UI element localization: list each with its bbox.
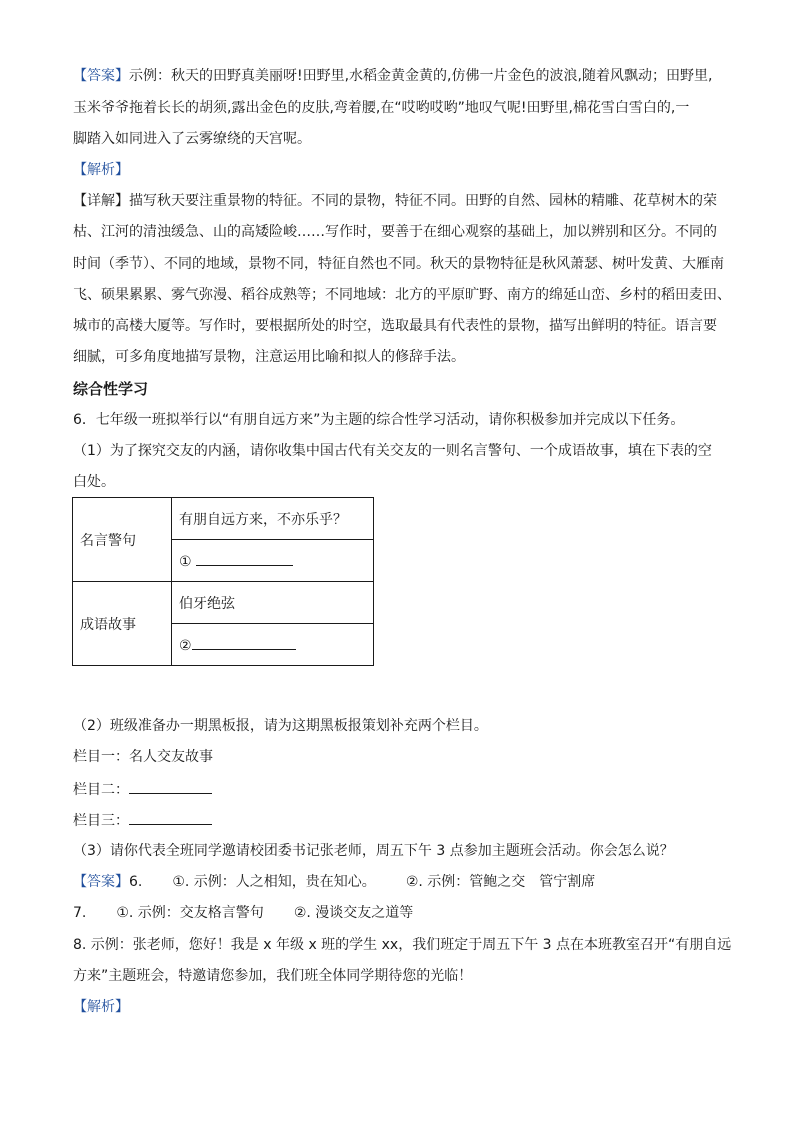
table-head-quotes: 名言警句 [73, 498, 172, 582]
column-1: 栏目一：名人交友故事 [73, 749, 213, 765]
friendship-table [72, 497, 374, 666]
column-2: 栏目二： [73, 779, 212, 800]
blank-line [196, 551, 293, 566]
table-head-idioms: 成语故事 [73, 582, 172, 666]
answer2-line-3: 8. 示例：张老师，您好！我是 x 年级 x 班的学生 xx，我们班定于周五下午 3 点在本班教室召开“有朋自远 [73, 937, 732, 953]
detail-line-3: 时间（季节）、不同的地域，景物不同，特征自然也不同。秋天的景物特征是秋风萧瑟、树叶发黄、大雁南 [73, 256, 724, 272]
detail-line-5: 城市的高楼大厦等。写作时，要根据所处的时空，选取最具有代表性的景物，描写出鲜明的特征。语言要 [73, 318, 717, 334]
question-6-sub1-line1: （1）为了探究交友的内涵，请你收集中国古代有关交友的一则名言警句、一个成语故事，填在下表的空 [73, 443, 712, 459]
question-6-sub3: （3）请你代表全班同学邀请校团委书记张老师，周五下午 3 点参加主题班会活动。你会怎么说？ [73, 843, 674, 859]
detail-line-1: 【详解】描写秋天要注重景物的特征。不同的景物，特征不同。田野的自然、园林的精雕、花草树木的荣 [73, 193, 717, 209]
analysis2-tag: 【解析】 [73, 999, 129, 1015]
answer-tag: 【答案】 [73, 68, 129, 84]
answer-text: 示例：秋天的田野真美丽呀!田野里,水稻金黄金黄的,仿佛一片金色的波浪,随着风飘动；田野里, [129, 68, 713, 84]
answer-line-3: 脚踏入如同进入了云雾缭绕的天宫呢。 [73, 131, 311, 147]
blank-line[interactable] [129, 810, 212, 825]
blank-line[interactable] [129, 779, 212, 794]
section-title: 综合性学习 [73, 380, 149, 398]
table-cell-blank-2[interactable]: ② [172, 624, 374, 666]
analysis-tag: 【解析】 [73, 162, 129, 178]
detail-line-6: 细腻，可多角度地描写景物，注意运用比喻和拟人的修辞手法。 [73, 349, 465, 365]
answer2-line-2: 7. ①. 示例：交友格言警句 ②. 漫谈交友之道等 [73, 905, 414, 921]
detail-line-4: 飞、硕果累累、雾气弥漫、稻谷成熟等；不同地域：北方的平原旷野、南方的绵延山峦、乡村的稻田麦田、 [73, 287, 731, 303]
detail-tag: 【详解】 [73, 193, 129, 209]
question-6-stem: 6．七年级一班拟举行以“有朋自远方来”为主题的综合性学习活动，请你积极参加并完成以下任务。 [73, 412, 685, 428]
answer2-line-1: 【答案】6. ①. 示例：人之相知，贵在知心。 ②. 示例：管鲍之交 管宁割席 [73, 874, 596, 890]
answer2-line-4: 方来”主题班会，特邀请您参加，我们班全体同学期待您的光临！ [73, 968, 473, 984]
question-6-sub2: （2）班级准备办一期黑板报，请为这期黑板报策划补充两个栏目。 [73, 718, 488, 734]
question-6-sub1-line2: 白处。 [73, 474, 115, 490]
table-cell-quote: 有朋自远方来，不亦乐乎？ [172, 498, 374, 540]
answer-line-1 [73, 66, 712, 86]
table-cell-idiom: 伯牙绝弦 [172, 582, 374, 624]
answer-tag: 【答案】 [73, 874, 129, 890]
answer-line-2: 玉米爷爷拖着长长的胡须,露出金色的皮肤,弯着腰,在“哎哟哎哟”地叹气呢!田野里,棉花雪白雪白的,一 [73, 100, 690, 116]
detail-line-2: 枯、江河的清浊缓急、山的高矮险峻……写作时，要善于在细心观察的基础上，加以辨别和区分。不同的 [73, 224, 717, 240]
blank-line [192, 635, 296, 650]
table-cell-blank-1[interactable]: ① [172, 540, 374, 582]
column-3: 栏目三： [73, 810, 212, 831]
